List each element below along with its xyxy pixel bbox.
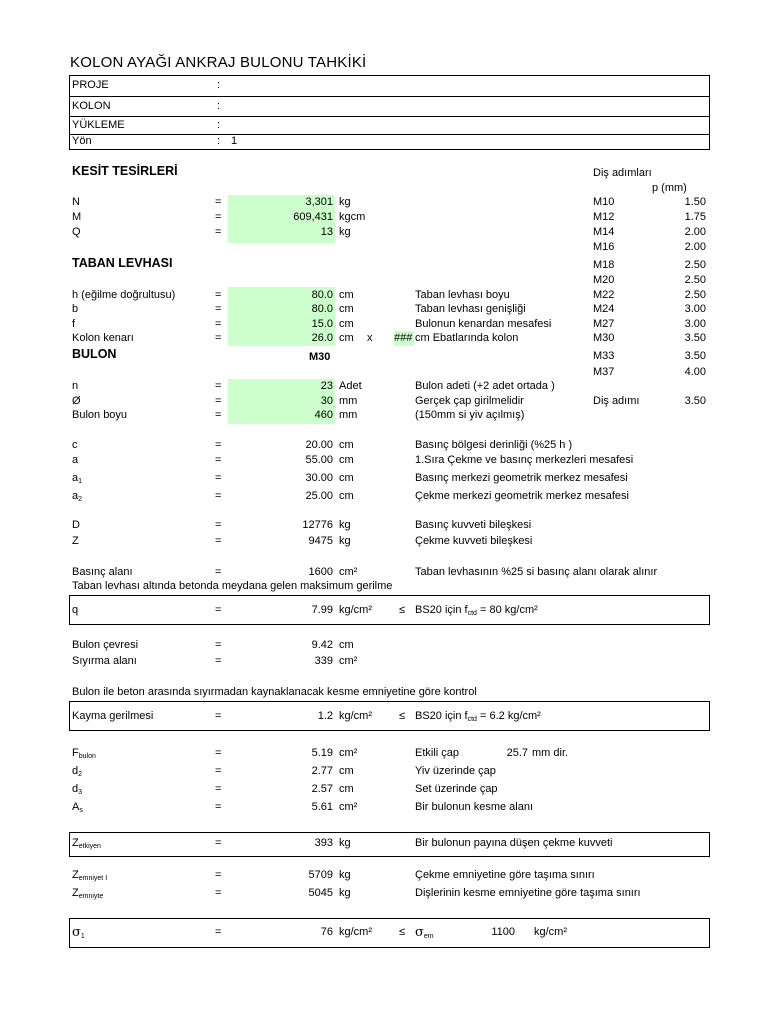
- unit-label: cm: [339, 289, 354, 301]
- divider: [69, 116, 710, 117]
- thread-size: M20: [593, 274, 615, 286]
- row-label: n: [72, 380, 79, 392]
- computed-value: 25.00: [305, 490, 333, 502]
- description: Bir bulonun payına düşen çekme kuvveti: [415, 837, 613, 849]
- thread-pitch: 1.50: [684, 196, 706, 208]
- equals-sign: =: [215, 655, 222, 667]
- equals-sign: =: [215, 439, 222, 451]
- zetkiyen-result-box: [69, 832, 710, 857]
- unit-label: cm²: [339, 566, 358, 578]
- computed-value: 9.42: [311, 639, 333, 651]
- thread-size: M16: [593, 241, 615, 253]
- computed-value: 20.00: [305, 439, 333, 451]
- row-label: Sıyırma alanı: [72, 655, 137, 667]
- thread-pitch: 3.00: [684, 303, 706, 315]
- row-label: M: [72, 211, 82, 223]
- bulon-header: BULON: [72, 347, 117, 361]
- row-label: h (eğilme doğrultusu): [72, 289, 176, 301]
- thread-pitch: 4.00: [684, 366, 706, 378]
- row-label: Kayma gerilmesi: [72, 710, 154, 722]
- overflow-cell[interactable]: ###: [394, 332, 413, 344]
- computed-value: 55.00: [305, 454, 333, 466]
- q-result-box: [69, 595, 710, 625]
- dis-adimi-label: Diş adımı: [593, 395, 640, 407]
- equals-sign: =: [215, 801, 222, 813]
- thread-size: M10: [593, 196, 615, 208]
- equals-sign: =: [215, 869, 222, 881]
- dis-adimi-value: 3.50: [684, 395, 706, 407]
- computed-value: 393: [314, 837, 333, 849]
- thread-size: M30: [593, 332, 615, 344]
- row-label: $A_s$: [72, 801, 83, 814]
- thread-pitch: 3.00: [684, 318, 706, 330]
- yon-label: Yön: [72, 135, 92, 147]
- description: Çekme emniyetine göre taşıma sınırı: [415, 869, 595, 881]
- input-value[interactable]: 26.0: [311, 332, 333, 344]
- unit-label: cm²: [339, 747, 358, 759]
- yukleme-label: YÜKLEME: [72, 119, 125, 131]
- kesit-header: KESİT TESİRLERİ: [72, 164, 178, 178]
- limit-rule: BS20 için $f_{ctd} = 6.2$ kg/cm²: [415, 710, 541, 723]
- description: Basınç bölgesi derinliği (%25 h ): [415, 439, 573, 451]
- computed-value: 2.77: [311, 765, 333, 777]
- input-value[interactable]: 80.0: [311, 303, 333, 315]
- unit-label: kg: [339, 887, 351, 899]
- row-label: Basınç alanı: [72, 566, 133, 578]
- le-sign: ≤: [399, 926, 406, 938]
- thread-pitch: 2.00: [684, 226, 706, 238]
- input-value[interactable]: 30: [320, 395, 333, 407]
- row-label: f: [72, 318, 76, 330]
- dis-subheader: p (mm): [652, 182, 687, 194]
- le-sign: ≤: [399, 710, 406, 722]
- times-sign: x: [367, 332, 373, 344]
- thread-pitch: 3.50: [684, 332, 706, 344]
- kolon-colon: :: [217, 100, 221, 112]
- description: 1.Sıra Çekme ve basınç merkezleri mesafesi: [415, 454, 634, 466]
- row-label: Ø: [72, 395, 81, 407]
- equals-sign: =: [215, 395, 222, 407]
- em-value: 1100: [491, 926, 515, 938]
- equals-sign: =: [215, 519, 222, 531]
- computed-value: 7.99: [311, 604, 333, 616]
- unit-label: kg: [339, 519, 351, 531]
- thread-size: M14: [593, 226, 615, 238]
- taban-header: TABAN LEVHASI: [72, 256, 173, 270]
- thread-size: M18: [593, 259, 615, 271]
- proje-label: PROJE: [72, 79, 109, 91]
- cap-value: 25.7: [506, 747, 528, 759]
- equals-sign: =: [215, 710, 222, 722]
- computed-value: 1.2: [317, 710, 333, 722]
- yon-value: 1: [231, 135, 238, 147]
- computed-value: 9475: [308, 535, 333, 547]
- unit-label: mm: [339, 395, 358, 407]
- divider: [69, 134, 710, 135]
- computed-value: 12776: [302, 519, 333, 531]
- unit-label: cm: [339, 783, 354, 795]
- row-label: Z: [72, 535, 79, 547]
- unit-label: kg/cm²: [339, 710, 372, 722]
- thread-size: M22: [593, 289, 615, 301]
- cap-unit: mm dir.: [532, 747, 569, 759]
- unit-label: kg: [339, 837, 351, 849]
- row-label: b: [72, 303, 79, 315]
- computed-value: 1600: [308, 566, 333, 578]
- computed-value: 5.19: [311, 747, 333, 759]
- row-label: $F_{bulon}$: [72, 747, 96, 760]
- le-sign: ≤: [399, 604, 406, 616]
- input-value[interactable]: 23: [320, 380, 333, 392]
- row-label: $Z_{emniyet I}$: [72, 869, 108, 882]
- thread-pitch: 3.50: [684, 350, 706, 362]
- unit-label: kg: [339, 226, 351, 238]
- bulon-size: M30: [309, 351, 331, 363]
- thread-size: M37: [593, 366, 615, 378]
- equals-sign: =: [215, 887, 222, 899]
- equals-sign: =: [215, 566, 222, 578]
- thread-size: M33: [593, 350, 615, 362]
- unit-label: cm: [339, 303, 354, 315]
- description: Bulonun kenardan mesafesi: [415, 318, 552, 330]
- equals-sign: =: [215, 604, 222, 616]
- equals-sign: =: [215, 196, 222, 208]
- computed-value: 2.57: [311, 783, 333, 795]
- equals-sign: =: [215, 303, 222, 315]
- row-label: D: [72, 519, 80, 531]
- description: Çekme kuvveti bileşkesi: [415, 535, 533, 547]
- equals-sign: =: [215, 783, 222, 795]
- thread-pitch: 1.75: [684, 211, 706, 223]
- unit-label: cm: [339, 318, 354, 330]
- unit-label: cm: [339, 332, 354, 344]
- equals-sign: =: [215, 490, 222, 502]
- description: Taban levhası boyu: [415, 289, 510, 301]
- row-label: c: [72, 439, 78, 451]
- thread-size: M12: [593, 211, 615, 223]
- unit-label: cm²: [339, 801, 358, 813]
- equals-sign: =: [215, 318, 222, 330]
- description: Taban levhasının %25 si basınç alanı olarak alınır: [415, 566, 658, 578]
- description: Basınç merkezi geometrik merkez mesafesi: [415, 472, 628, 484]
- equals-sign: =: [215, 535, 222, 547]
- description: Çekme merkezi geometrik merkez mesafesi: [415, 490, 629, 502]
- note-text: Bulon ile beton arasında sıyırmadan kaynaklanacak kesme emniyetine göre kontrol: [72, 686, 477, 698]
- equals-sign: =: [215, 226, 222, 238]
- row-label: N: [72, 196, 80, 208]
- row-label: Kolon kenarı: [72, 332, 134, 344]
- unit-label: cm: [339, 490, 354, 502]
- equals-sign: =: [215, 747, 222, 759]
- row-label: Bulon boyu: [72, 409, 128, 421]
- input-value[interactable]: 609,431: [293, 211, 333, 223]
- row-label: a: [72, 454, 79, 466]
- row-label: $Z_{etkiyen}$: [72, 837, 101, 850]
- input-value[interactable]: 80.0: [311, 289, 333, 301]
- unit-label: cm: [339, 454, 354, 466]
- limit-rule: BS20 için $f_{ctd} = 80$ kg/cm²: [415, 604, 538, 617]
- description: Basınç kuvveti bileşkesi: [415, 519, 532, 531]
- note-text: Taban levhası altında betonda meydana gelen maksimum gerilme: [72, 580, 393, 592]
- unit-label: kg/cm²: [339, 604, 372, 616]
- unit-label: kg: [339, 535, 351, 547]
- input-value[interactable]: 3,301: [305, 196, 333, 208]
- description: Bir bulonun kesme alanı: [415, 801, 534, 813]
- sigma-result-box: [69, 918, 710, 948]
- equals-sign: =: [215, 472, 222, 484]
- thread-size: M24: [593, 303, 615, 315]
- description: (150mm si yiv açılmış): [415, 409, 525, 421]
- unit-label: kg: [339, 196, 351, 208]
- row-label: $\sigma_1$: [72, 925, 85, 940]
- unit-label: Adet: [339, 380, 362, 392]
- kolon-label: KOLON: [72, 100, 111, 112]
- unit-label: cm: [339, 639, 354, 651]
- proje-colon: :: [217, 79, 221, 91]
- equals-sign: =: [215, 639, 222, 651]
- equals-sign: =: [215, 765, 222, 777]
- description: Set üzerinde çap: [415, 783, 498, 795]
- thread-pitch: 2.00: [684, 241, 706, 253]
- unit-label: mm: [339, 409, 358, 421]
- input-value[interactable]: 15.0: [311, 318, 333, 330]
- unit-label: cm: [339, 472, 354, 484]
- equals-sign: =: [215, 289, 222, 301]
- equals-sign: =: [215, 409, 222, 421]
- input-value[interactable]: 460: [314, 409, 333, 421]
- computed-value: 5709: [308, 869, 333, 881]
- computed-value: 5045: [308, 887, 333, 899]
- unit-label: kg: [339, 869, 351, 881]
- description: Taban levhası genişliği: [415, 303, 526, 315]
- equals-sign: =: [215, 454, 222, 466]
- description: Dişlerinin kesme emniyetine göre taşıma sınırı: [415, 887, 641, 899]
- row-label: $d_2$: [72, 765, 83, 778]
- page-title: KOLON AYAĞI ANKRAJ BULONU TAHKİKİ: [70, 54, 367, 71]
- input-value[interactable]: 13: [320, 226, 333, 238]
- equals-sign: =: [215, 211, 222, 223]
- unit-label: cm: [339, 439, 354, 451]
- row-label: $Z_{emniyte}$: [72, 887, 104, 900]
- unit-label: kg/cm²: [339, 926, 372, 938]
- unit-label: cm: [339, 765, 354, 777]
- thread-pitch: 2.50: [684, 289, 706, 301]
- thread-pitch: 2.50: [684, 259, 706, 271]
- divider: [69, 96, 710, 97]
- thread-size: M27: [593, 318, 615, 330]
- equals-sign: =: [215, 926, 222, 938]
- info-table: [69, 75, 710, 150]
- row-label: Bulon çevresi: [72, 639, 139, 651]
- computed-value: 339: [314, 655, 333, 667]
- row-label: Q: [72, 226, 81, 238]
- equals-sign: =: [215, 837, 222, 849]
- yon-colon: :: [217, 135, 221, 147]
- row-label: $d_3$: [72, 783, 83, 796]
- description: Gerçek çap girilmelidir: [415, 395, 524, 407]
- sigma-em-label: $\sigma_{em}$: [415, 925, 434, 940]
- equals-sign: =: [215, 380, 222, 392]
- equals-sign: =: [215, 332, 222, 344]
- row-label: q: [72, 604, 79, 616]
- thread-pitch: 2.50: [684, 274, 706, 286]
- dis-header: Diş adımları: [593, 167, 652, 179]
- yukleme-colon: :: [217, 119, 221, 131]
- computed-value: 30.00: [305, 472, 333, 484]
- description: Yiv üzerinde çap: [415, 765, 496, 777]
- computed-value: 5.61: [311, 801, 333, 813]
- em-unit: kg/cm²: [534, 926, 567, 938]
- kayma-result-box: [69, 701, 710, 731]
- computed-value: 76: [320, 926, 333, 938]
- row-label: $a_1$: [72, 472, 83, 485]
- row-label: $a_2$: [72, 490, 83, 503]
- description: Etkili çap: [415, 747, 460, 759]
- unit-label: cm²: [339, 655, 358, 667]
- description: cm Ebatlarında kolon: [415, 332, 519, 344]
- unit-label: kgcm: [339, 211, 366, 223]
- description: Bulon adeti (+2 adet ortada ): [415, 380, 555, 392]
